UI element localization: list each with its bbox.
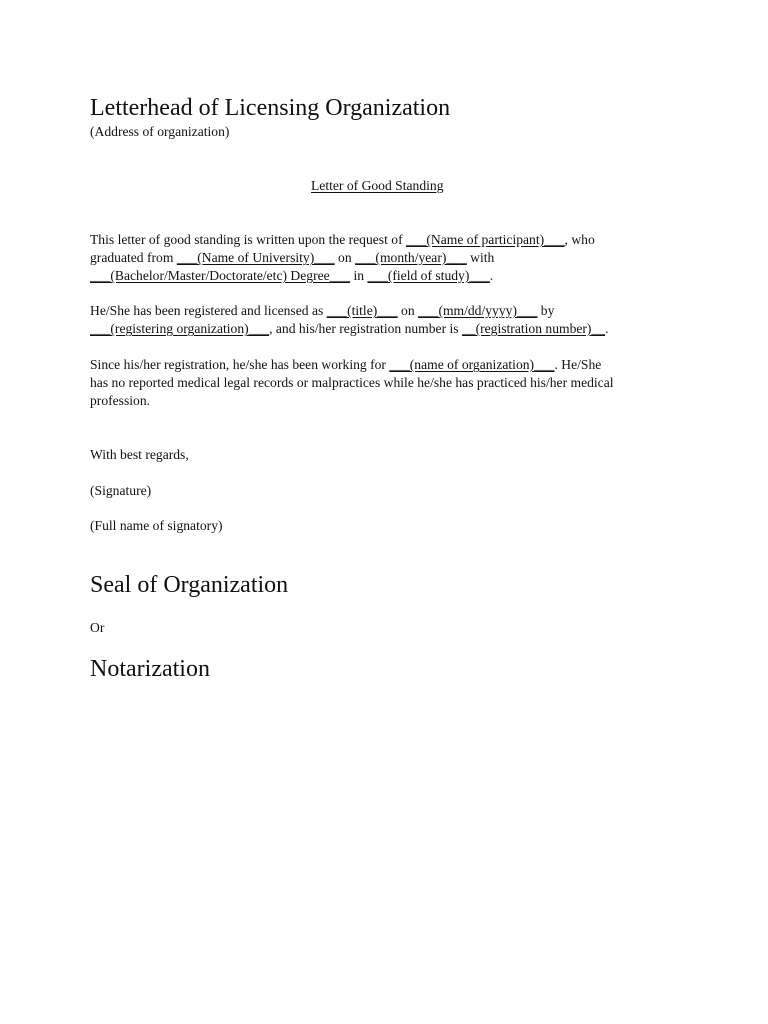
paragraph-line <box>90 231 680 249</box>
paragraph-line <box>90 249 680 267</box>
registration-date-blank: ___(mm/dd/yyyy)___ <box>418 303 538 318</box>
paragraph-registration <box>90 302 680 338</box>
text-segment: . <box>489 268 494 283</box>
participant-name-blank: ___(Name of participant)___ <box>406 232 565 247</box>
paragraph-line: has no reported medical legal records or malpractices while he/she has practiced his/her medical <box>90 375 614 390</box>
employer-name-blank: ___(name of organization)___ <box>389 357 555 372</box>
text-segment: on <box>334 250 356 265</box>
registering-organization-blank: ___(registering organization)___ <box>90 321 270 336</box>
text-segment: on <box>397 303 419 318</box>
letter-subject: Letter of Good Standing <box>311 178 444 193</box>
signature-placeholder: (Signature) <box>90 483 152 498</box>
text-segment: with <box>466 250 495 265</box>
text-segment: He/She has been registered and licensed as <box>90 303 327 318</box>
paragraph-line <box>90 320 680 338</box>
text-segment: . He/She <box>554 357 602 372</box>
text-segment: , who <box>564 232 595 247</box>
text-segment: , and his/her registration number is <box>269 321 462 336</box>
paragraph-employment <box>90 356 680 410</box>
graduation-date-blank: ___(month/year)___ <box>355 250 467 265</box>
closing-regards: With best regards, <box>90 447 189 462</box>
paragraph-line <box>90 356 680 374</box>
organization-address: (Address of organization) <box>90 124 230 139</box>
title-blank: ___(title)___ <box>326 303 398 318</box>
letterhead-title: Letterhead of Licensing Organization <box>90 95 451 121</box>
signatory-name-placeholder: (Full name of signatory) <box>90 518 223 533</box>
registration-number-blank: __(registration number)__ <box>461 321 606 336</box>
paragraph-line: profession. <box>90 393 151 408</box>
or-label: Or <box>90 620 105 635</box>
field-of-study-blank: ___(field of study)___ <box>367 268 490 283</box>
degree-blank: ___(Bachelor/Master/Doctorate/etc) Degree___ <box>90 268 351 283</box>
university-name-blank: ___(Name of University)___ <box>176 250 335 265</box>
paragraph-line <box>90 302 680 320</box>
seal-heading: Seal of Organization <box>90 572 289 598</box>
text-segment: This letter of good standing is written upon the request of <box>90 232 406 247</box>
paragraph-line <box>90 267 680 285</box>
paragraph-request <box>90 231 680 285</box>
text-segment: graduated from <box>90 250 177 265</box>
text-segment: in <box>350 268 368 283</box>
text-segment: by <box>537 303 555 318</box>
text-segment: . <box>605 321 609 336</box>
notarization-heading: Notarization <box>90 656 210 682</box>
text-segment: Since his/her registration, he/she has been working for <box>90 357 390 372</box>
